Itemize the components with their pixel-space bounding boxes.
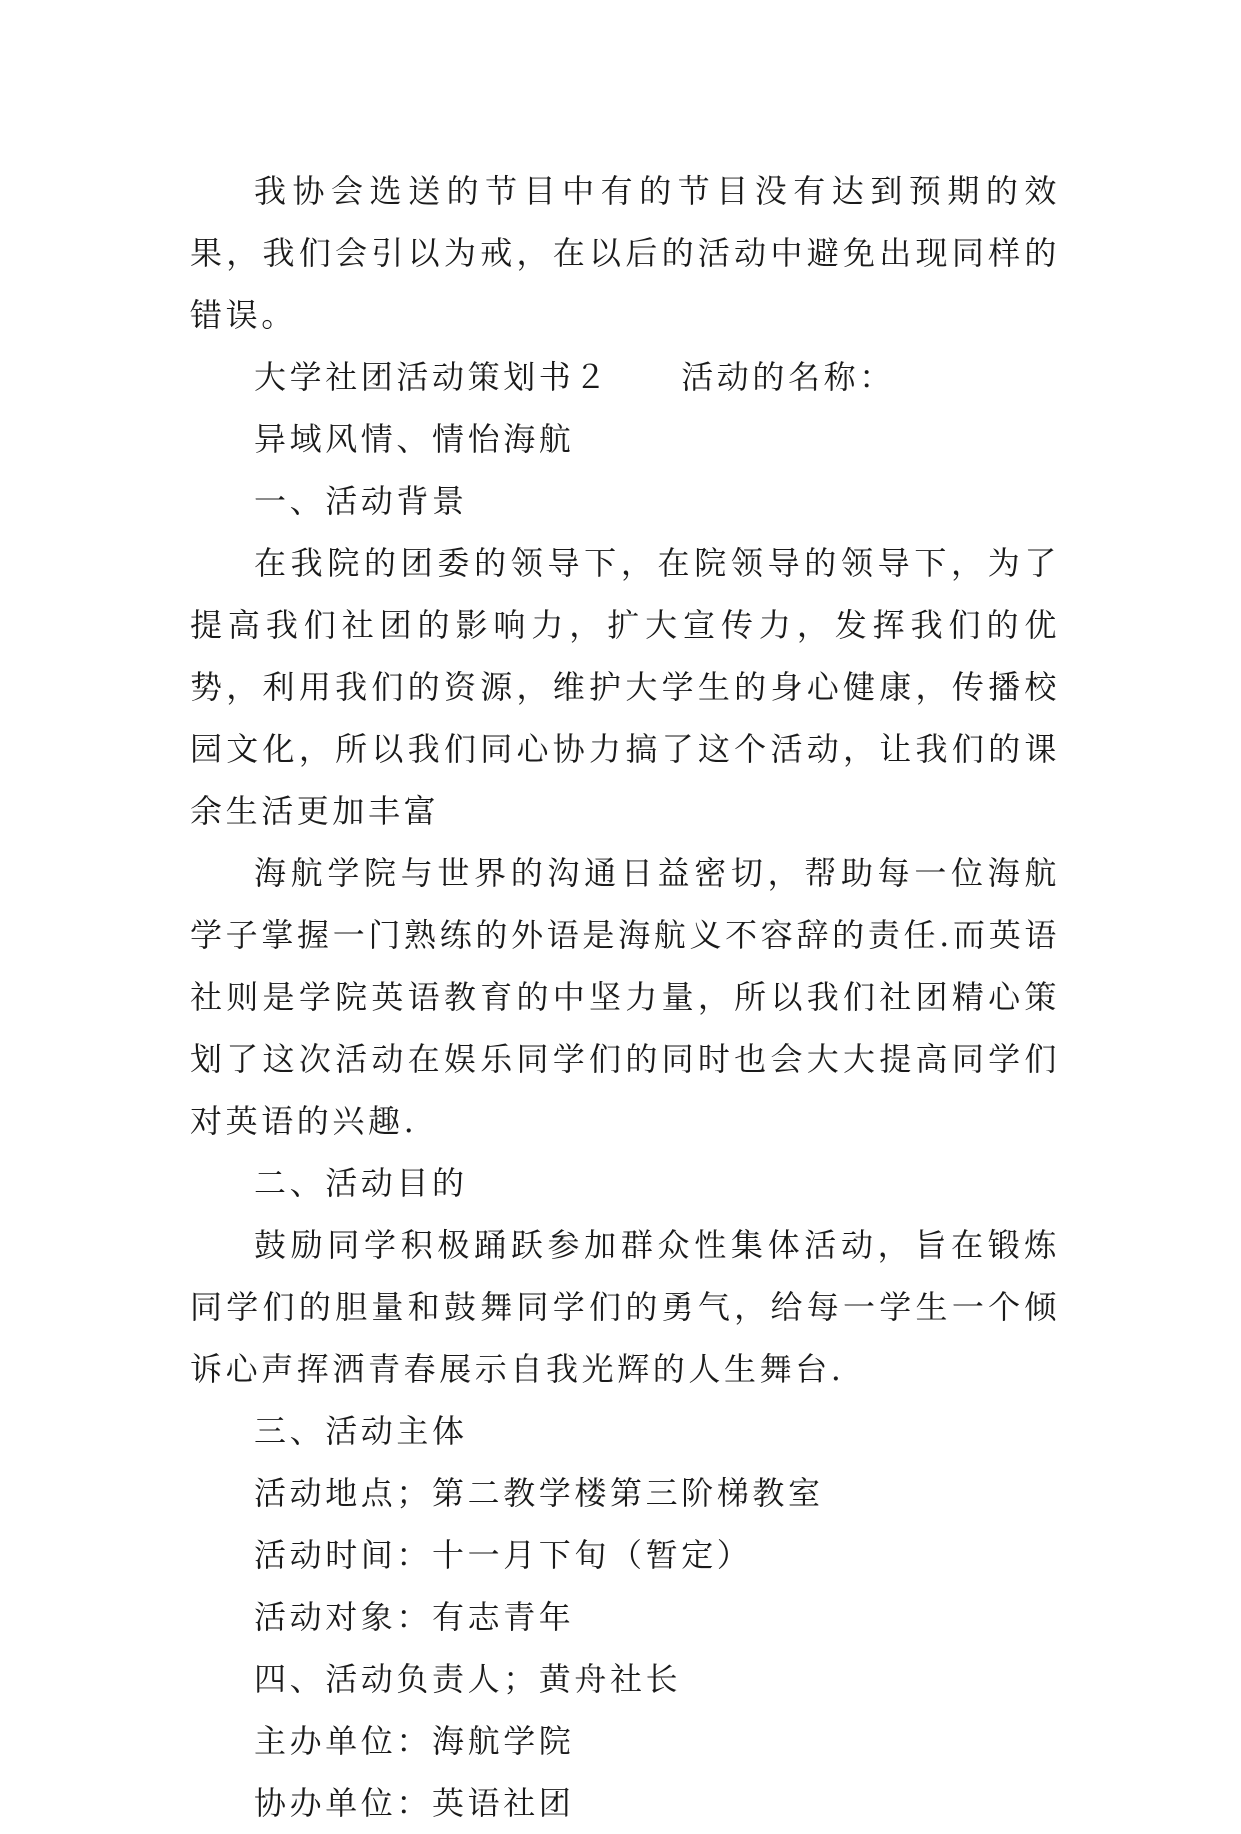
organizer: 主办单位：海航学院 bbox=[254, 1722, 575, 1760]
activity-time: 活动时间：十一月下旬（暂定） bbox=[254, 1536, 753, 1574]
co-organizer: 协办单位：英语社团 bbox=[254, 1784, 575, 1822]
document-body bbox=[190, 160, 1060, 1834]
activity-location: 活动地点；第二教学楼第三阶梯教室 bbox=[254, 1474, 824, 1512]
paragraph-result-note: 我协会选送的节目中有的节目没有达到预期的效果，我们会引以为戒，在以后的活动中避免出现同样的错误。 bbox=[190, 172, 1060, 334]
section-heading-purpose: 二、活动目的 bbox=[254, 1164, 468, 1202]
section-heading-leader: 四、活动负责人；黄舟社长 bbox=[254, 1660, 682, 1698]
activity-name: 异域风情、情怡海航 bbox=[254, 420, 575, 458]
section-heading-subject: 三、活动主体 bbox=[254, 1412, 468, 1450]
activity-audience: 活动对象：有志青年 bbox=[254, 1598, 575, 1636]
paragraph-background: 在我院的团委的领导下，在院领导的领导下，为了提高我们社团的影响力，扩大宣传力，发挥我们的优势，利用我们的资源，维护大学生的身心健康，传播校园文化，所以我们同心协力搞了这个活动，让我们的课余生活更加丰富 bbox=[190, 544, 1060, 830]
plan-title-line: 大学社团活动策划书２ 活动的名称： bbox=[254, 358, 895, 396]
section-heading-background: 一、活动背景 bbox=[254, 482, 468, 520]
paragraph-english-society: 海航学院与世界的沟通日益密切，帮助每一位海航学子掌握一门熟练的外语是海航义不容辞的责任.而英语社则是学院英语教育的中坚力量，所以我们社团精心策划了这次活动在娱乐同学们的同时也会大大提高同学们对英语的兴趣. bbox=[190, 854, 1060, 1140]
paragraph-purpose: 鼓励同学积极踊跃参加群众性集体活动，旨在锻炼同学们的胆量和鼓舞同学们的勇气，给每一学生一个倾诉心声挥洒青春展示自我光辉的人生舞台. bbox=[190, 1226, 1060, 1388]
